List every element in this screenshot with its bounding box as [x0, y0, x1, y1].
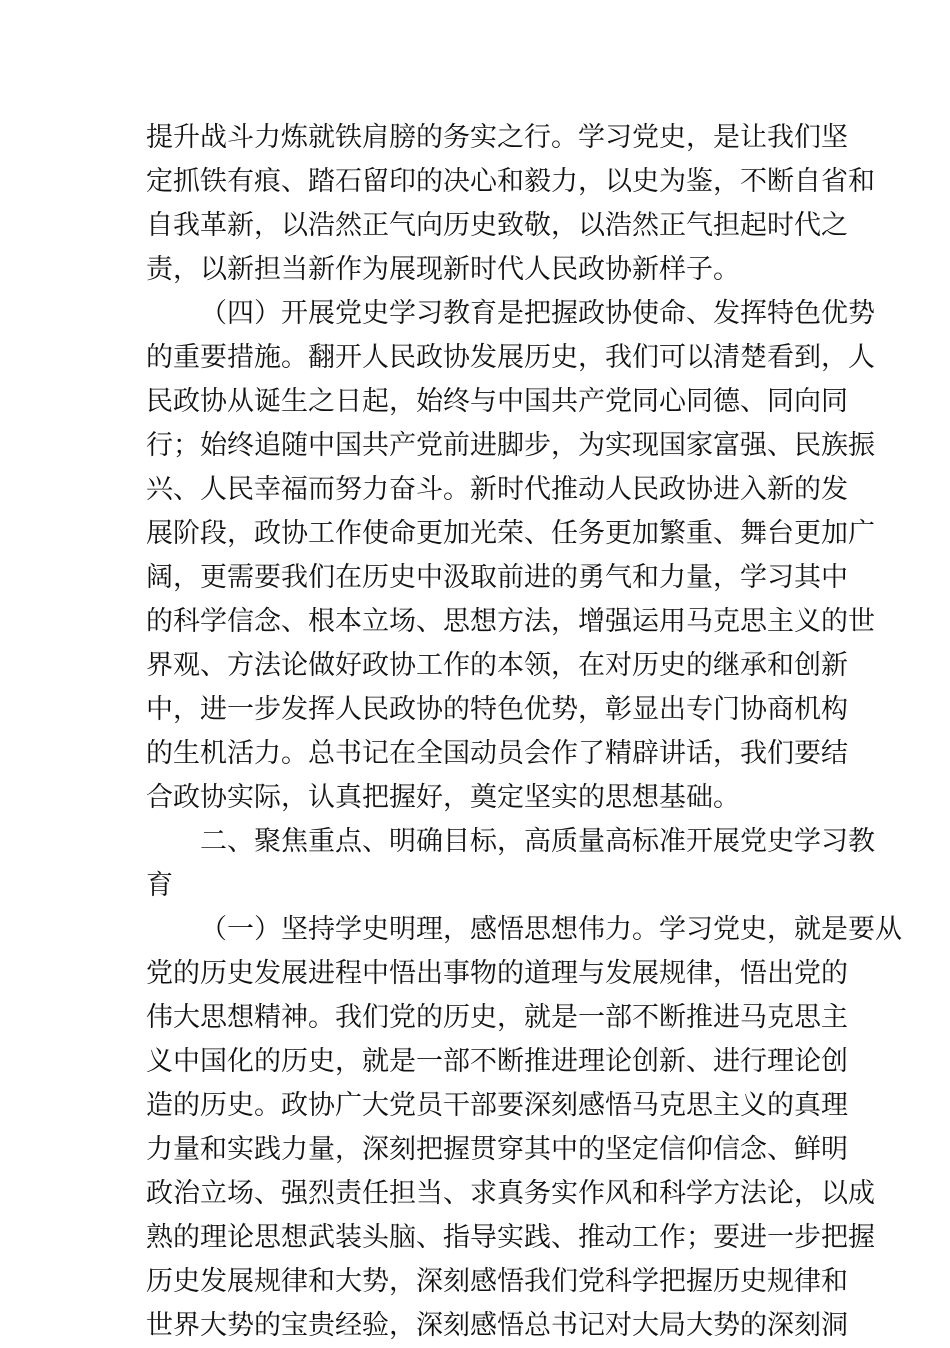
text-line: 提升战斗力炼就铁肩膀的务实之行。学习党史，是让我们坚 — [146, 122, 848, 153]
paragraph-heading-line: （一）坚持学史明理，感悟思想伟力。学习党史，就是要从 — [200, 914, 902, 945]
text-line: 政治立场、强烈责任担当、求真务实作风和科学方法论，以成 — [146, 1178, 875, 1209]
text-line: 界观、方法论做好政协工作的本领，在对历史的继承和创新 — [146, 650, 848, 681]
document-body — [146, 116, 902, 1348]
text-line: 的重要措施。翻开人民政协发展历史，我们可以清楚看到，人 — [146, 342, 875, 373]
text-line: 造的历史。政协广大党员干部要深刻感悟马克思主义的真理 — [146, 1090, 848, 1121]
text-line: 民政协从诞生之日起，始终与中国共产党同心同德、同向同 — [146, 386, 848, 417]
section-heading: 二、聚焦重点、明确目标，高质量高标准开展党史学习教 — [200, 826, 875, 857]
text-line: 展阶段，政协工作使命更加光荣、任务更加繁重、舞台更加广 — [146, 518, 875, 549]
section-heading-continued: 育 — [146, 870, 173, 901]
text-line: 行；始终追随中国共产党前进脚步，为实现国家富强、民族振 — [146, 430, 875, 461]
text-line: 责，以新担当新作为展现新时代人民政协新样子。 — [146, 254, 740, 285]
text-line: 的生机活力。总书记在全国动员会作了精辟讲话，我们要结 — [146, 738, 848, 769]
text-line: 世界大势的宝贵经验，深刻感悟总书记对大局大势的深刻洞 — [146, 1310, 848, 1341]
paragraph-heading-line: （四）开展党史学习教育是把握政协使命、发挥特色优势 — [200, 298, 875, 329]
text-line: 阔，更需要我们在历史中汲取前进的勇气和力量，学习其中 — [146, 562, 848, 593]
text-line: 伟大思想精神。我们党的历史，就是一部不断推进马克思主 — [146, 1002, 848, 1033]
text-line: 熟的理论思想武装头脑、指导实践、推动工作；要进一步把握 — [146, 1222, 875, 1253]
text-line: 自我革新，以浩然正气向历史致敬，以浩然正气担起时代之 — [146, 210, 848, 241]
text-line: 定抓铁有痕、踏石留印的决心和毅力，以史为鉴，不断自省和 — [146, 166, 875, 197]
text-line: 义中国化的历史，就是一部不断推进理论创新、进行理论创 — [146, 1046, 848, 1077]
text-line: 历史发展规律和大势，深刻感悟我们党科学把握历史规律和 — [146, 1266, 848, 1297]
text-line: 兴、人民幸福而努力奋斗。新时代推动人民政协进入新的发 — [146, 474, 848, 505]
text-line: 合政协实际，认真把握好，奠定坚实的思想基础。 — [146, 782, 740, 813]
text-line: 力量和实践力量，深刻把握贯穿其中的坚定信仰信念、鲜明 — [146, 1134, 848, 1165]
text-line: 党的历史发展进程中悟出事物的道理与发展规律，悟出党的 — [146, 958, 848, 989]
text-line: 中，进一步发挥人民政协的特色优势，彰显出专门协商机构 — [146, 694, 848, 725]
text-line: 的科学信念、根本立场、思想方法，增强运用马克思主义的世 — [146, 606, 875, 637]
